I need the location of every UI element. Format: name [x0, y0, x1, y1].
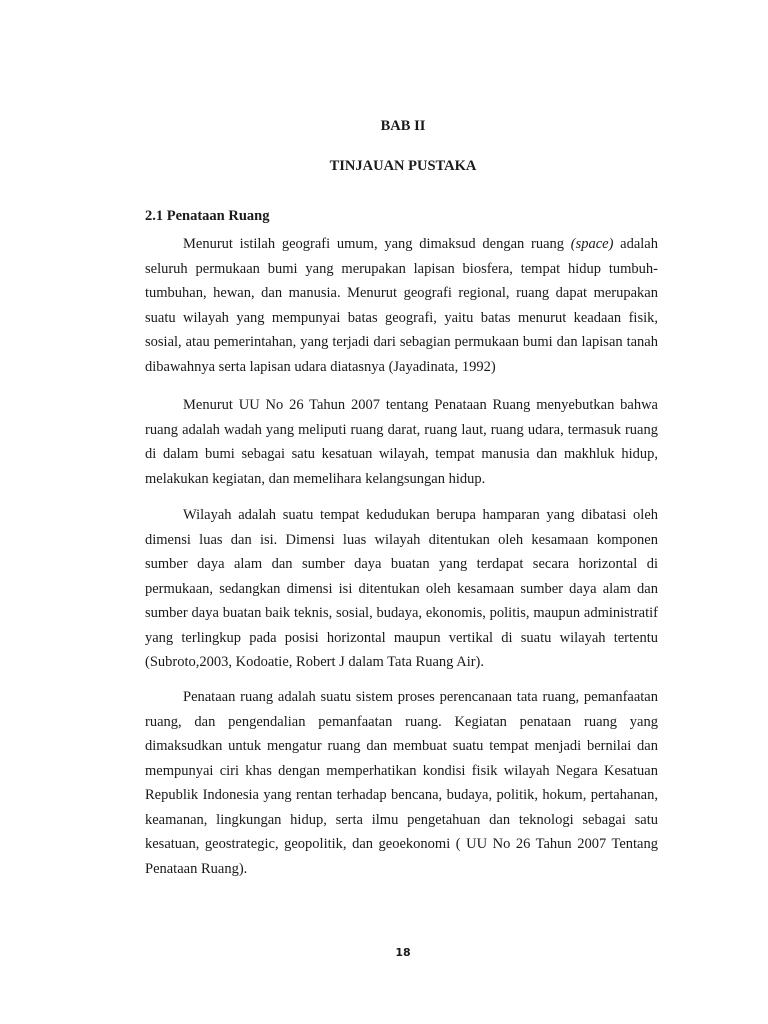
paragraph-2: Menurut UU No 26 Tahun 2007 tentang Penataan Ruang menyebutkan bahwa ruang adalah wadah yang meliputi ruang darat, ruang laut, ruang udara, termasuk ruang di dalam bumi sebagai satu kesatuan wilayah, tempat manusia dan makhluk hidup, melakukan kegiatan, dan memelihara kelangsungan hidup. — [145, 397, 658, 487]
chapter-number: BAB II — [380, 118, 426, 134]
paragraph-1-text-start: Menurut istilah geografi umum, yang dimaksud dengan ruang — [183, 236, 571, 252]
paragraph-3: Wilayah adalah suatu tempat kedudukan berupa hamparan yang dibatasi oleh dimensi luas dan isi. Dimensi luas wilayah ditentukan oleh kesamaan komponen sumber daya alam dan sumber daya buatan yang terdapat secara horizontal di permukaan, sedangkan dimensi isi ditentukan oleh kesamaan sumber daya alam dan sumber daya buatan baik teknis, sosial, budaya, ekonomis, politis, maupun administratif yang terlingkup pada posisi horizontal maupun vertikal di suatu wilayah tertentu (Subroto,2003, Kodoatie, Robert J dalam Tata Ruang Air). — [145, 507, 658, 670]
page-number: 18 — [395, 946, 411, 959]
paragraph-1 — [145, 232, 658, 379]
section-heading: 2.1 Penataan Ruang — [145, 208, 270, 224]
paragraph-1-text-end: adalah seluruh permukaan bumi yang merupakan lapisan biosfera, tempat hidup tumbuh-tumbuhan, hewan, dan manusia. Menurut geografi regional, ruang dapat merupakan suatu wilayah yang mempunyai batas geografi, yaitu batas menurut keadaan fisik, sosial, atau pemerintahan, yang terjadi dari sebagian permukaan bumi dan lapisan tanah dibawahnya serta lapisan udara diatasnya (Jayadinata, 1992) — [145, 236, 658, 375]
paragraph-4: Penataan ruang adalah suatu sistem proses perencanaan tata ruang, pemanfaatan ruang, dan pengendalian pemanfaatan ruang. Kegiatan penataan ruang yang dimaksudkan untuk mengatur ruang dan membuat suatu tempat menjadi bernilai dan mempunyai ciri khas dengan memperhatikan kondisi fisik wilayah Negara Kesatuan Republik Indonesia yang rentan terhadap bencana, budaya, politik, hokum, pertahanan, keamanan, lingkungan hidup, serta ilmu pengetahuan dan teknologi sebagai satu kesatuan, geostrategic, geopolitik, dan geoekonomi ( UU No 26 Tahun 2007 Tentang Penataan Ruang). — [145, 689, 658, 877]
chapter-title: TINJAUAN PUSTAKA — [329, 158, 477, 174]
paragraph-1-italic-term: (space) — [570, 236, 614, 252]
